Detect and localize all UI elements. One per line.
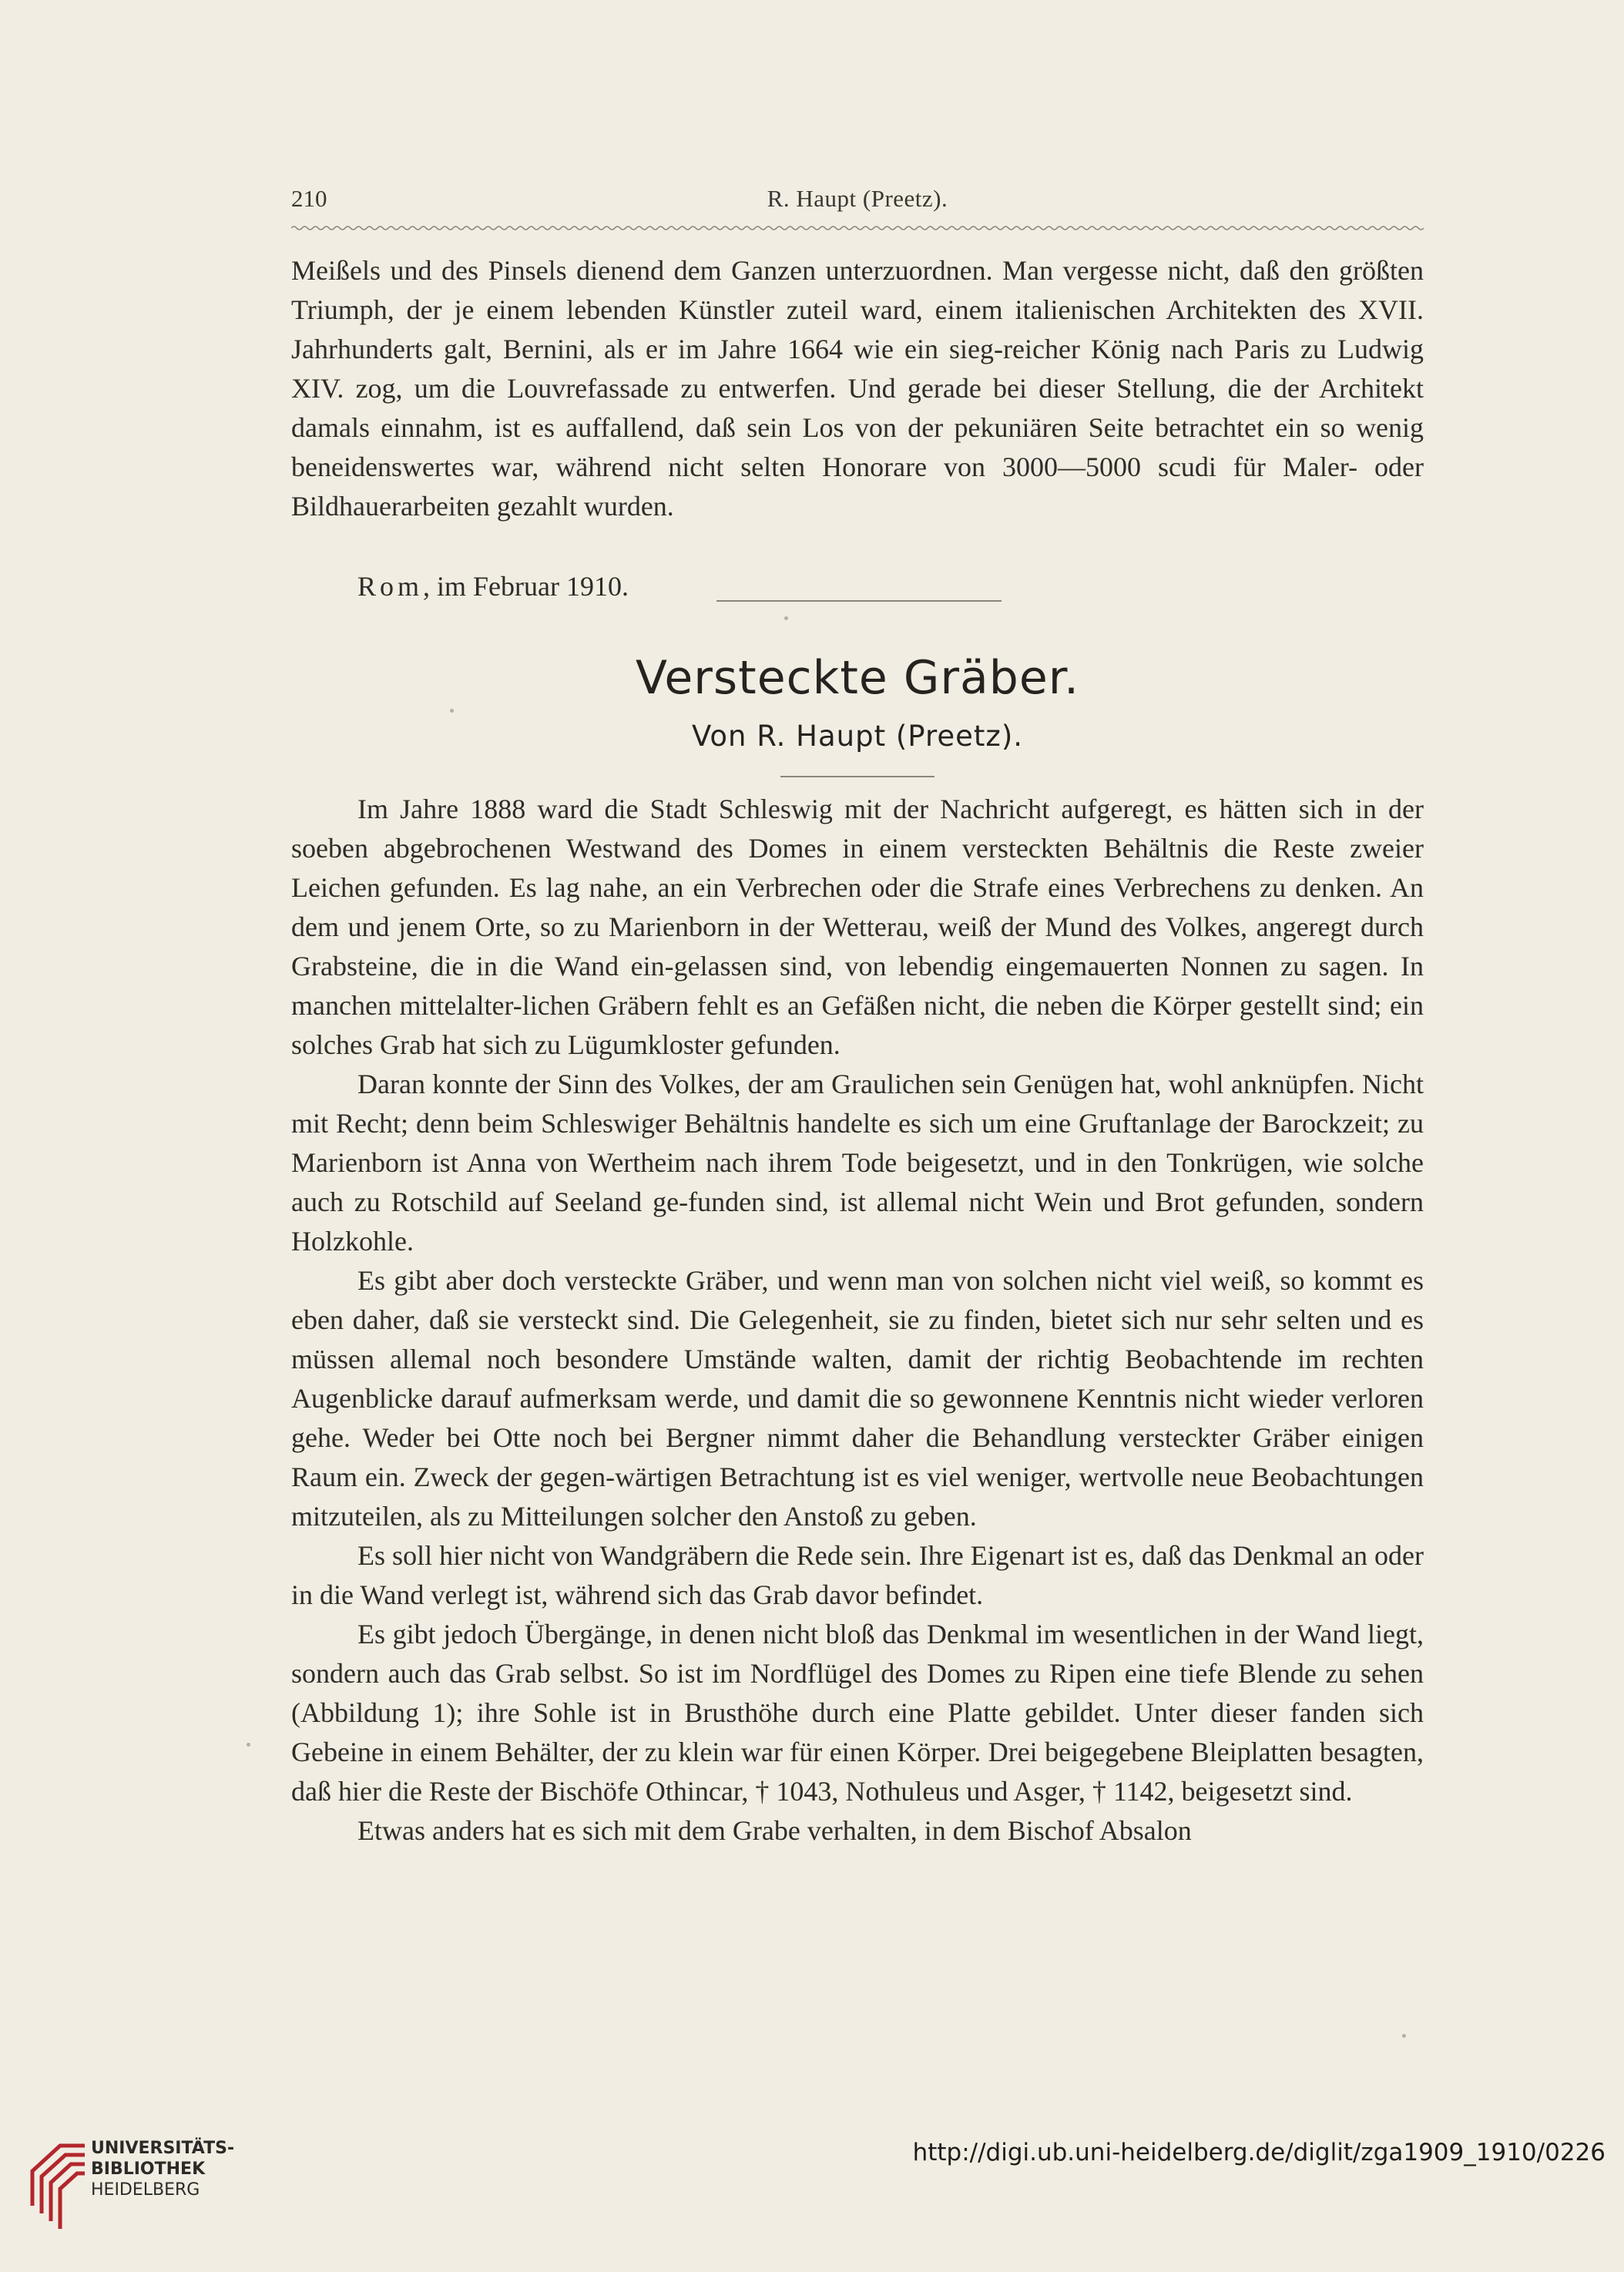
permalink-url[interactable]: http://digi.ub.uni-heidelberg.de/diglit/zga1909_1910/0226	[912, 2139, 1606, 2166]
paragraph: Es gibt aber doch versteckte Gräber, und wenn man von solchen nicht viel weiß, so kommt es eben daher, daß sie versteckt sind. Die Gelegenheit, sie zu finden, bietet sich nur sehr selten und es müssen allemal noch besondere Umstände walten, damit der richtig Beobachtende im rechten Augenblicke darauf aufmerksam werde, und damit die so gewonnene Kenntnis nicht wieder verloren gehe. Weder bei Otte noch bei Bergner nimmt daher die Behandlung versteckter Gräber einigen Raum ein. Zweck der gegen-wärtigen Betrachtung ist es viel weniger, wertvolle neue Beobachtungen mitzuteilen, als zu Mitteilungen solcher den Anstoß zu geben.	[291, 1265, 1424, 1532]
article-body	[291, 790, 1424, 1851]
university-library-logo-icon	[23, 2129, 92, 2244]
running-header	[291, 185, 1424, 216]
paragraph: Daran konnte der Sinn des Volkes, der am Graulichen sein Genügen hat, wohl anknüpfen. Nicht mit Recht; denn beim Schleswiger Behältnis handelte es sich um eine Gruftanlage der Barockzeit; zu Marienborn ist Anna von Wertheim nach ihrem Tode beigesetzt, und in den Tonkrügen, wie solche auch zu Rotschild auf Seeland ge-funden sind, ist allemal nicht Wein und Brot gefunden, sondern Holzkohle.	[291, 1069, 1424, 1257]
dateline-date: , im Februar 1910.	[423, 571, 629, 602]
page-number: 210	[291, 185, 327, 212]
wavy-header-rule	[291, 223, 1424, 233]
library-name-line: UNIVERSITÄTS-	[91, 2139, 235, 2158]
article-title: Versteckte Gräber.	[635, 651, 1080, 705]
scan-speck	[1402, 2034, 1406, 2038]
paragraph: Im Jahre 1888 ward die Stadt Schleswig mit der Nachricht aufgeregt, es hätten sich in der soeben abgebrochenen Westwand des Domes in einem versteckten Behältnis die Reste zweier Leichen gefunden. Es lag nahe, an ein Verbrechen oder die Strafe eines Verbrechens zu denken. An dem und jenem Orte, so zu Marienborn in der Wetterau, weiß der Mund des Volkes, angeregt durch Grabsteine, die in die Wand ein-gelassen sind, von lebendig eingemauerten Nonnen zu sagen. In manchen mittelalter-lichen Gräbern fehlt es an Gefäßen nicht, die neben die Körper gestellt sind; ein solches Grab hat sich zu Lügumkloster gefunden.	[291, 794, 1424, 1060]
article-byline: Von R. Haupt (Preetz).	[691, 720, 1024, 753]
running-title: R. Haupt (Preetz).	[767, 185, 948, 212]
paragraph: Es soll hier nicht von Wandgräbern die Rede sein. Ihre Eigenart ist es, daß das Denkmal an oder in die Wand verlegt ist, während sich das Grab davor befindet.	[291, 1540, 1424, 1610]
title-divider	[780, 776, 934, 777]
dateline-place: Rom	[357, 571, 424, 602]
scan-speck	[784, 616, 788, 620]
library-name-line: BIBLIOTHEK	[91, 2160, 206, 2179]
section-divider	[716, 600, 1002, 602]
library-name	[91, 2138, 234, 2200]
continued-text	[291, 251, 1424, 526]
library-name-line: HEIDELBERG	[91, 2180, 200, 2200]
dateline	[357, 570, 629, 602]
scan-speck	[247, 1743, 250, 1747]
paragraph: Etwas anders hat es sich mit dem Grabe verhalten, in dem Bischof Absalon	[357, 1815, 1192, 1846]
paragraph: Es gibt jedoch Übergänge, in denen nicht bloß das Denkmal im wesentlichen in der Wand liegt, sondern auch das Grab selbst. So ist im Nordflügel des Domes zu Ripen eine tiefe Blende zu sehen (Abbildung 1); ihre Sohle ist in Brusthöhe durch eine Platte gebildet. Unter dieser fanden sich Gebeine in einem Behälter, der zu klein war für einen Körper. Drei beigegebene Bleiplatten besagten, daß hier die Reste der Bischöfe Othincar, † 1043, Nothuleus und Asger, † 1142, beigesetzt sind.	[291, 1619, 1424, 1807]
paragraph: Meißels und des Pinsels dienend dem Ganzen unterzuordnen. Man vergesse nicht, daß den größten Triumph, der je einem lebenden Künstler zuteil ward, einem italienischen Architekten des XVII. Jahrhunderts galt, Bernini, als er im Jahre 1664 wie ein sieg-reicher König nach Paris zu Ludwig XIV. zog, um die Louvrefassade zu entwerfen. Und gerade bei dieser Stellung, die der Architekt damals einnahm, ist es auffallend, daß sein Los von der pekuniären Seite betrachtet ein so wenig beneidenswertes war, während nicht selten Honorare von 3000—5000 scudi für Maler- oder Bildhauerarbeiten gezahlt wurden.	[291, 255, 1424, 522]
scan-speck	[450, 709, 454, 713]
